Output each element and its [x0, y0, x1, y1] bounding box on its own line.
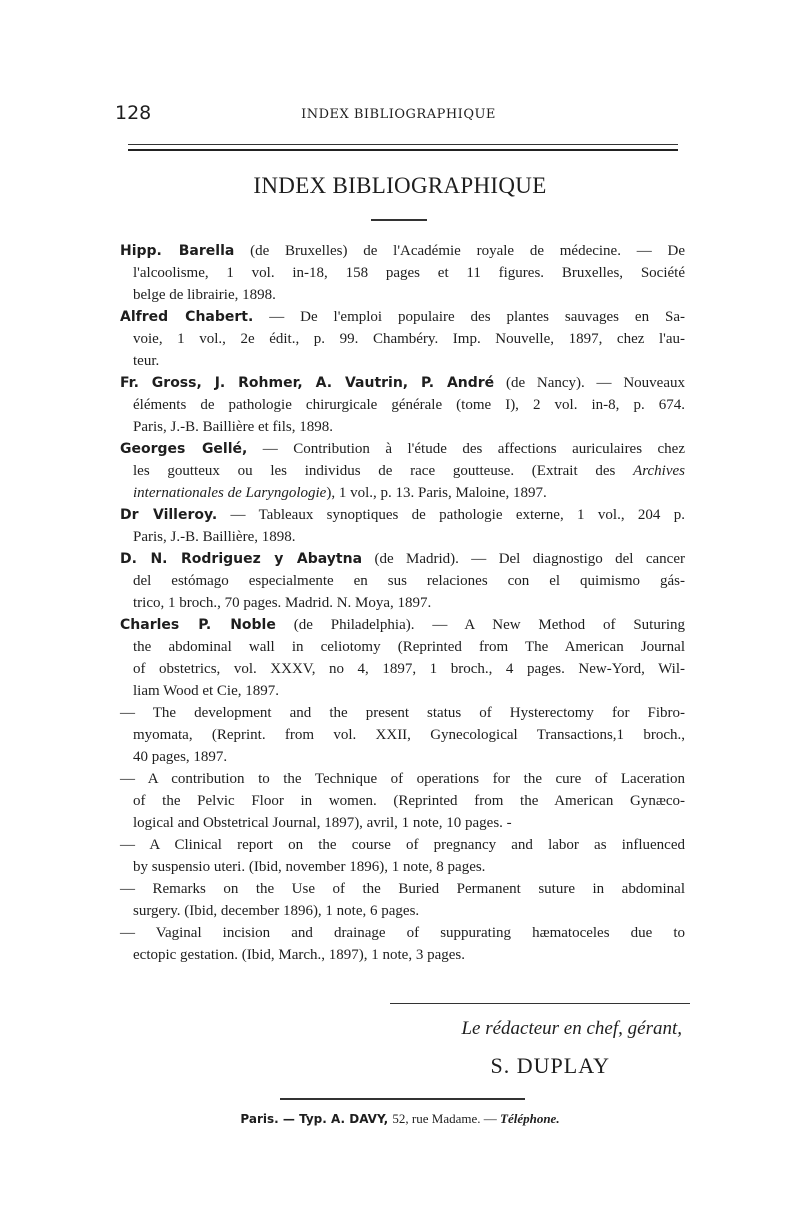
entry-author: D. N. Rodriguez y Abaytna: [120, 551, 363, 567]
bib-entry-barella: Hipp. Barella (de Bruxelles) de l'Académie royale de médecine. — De l'alcoolisme, 1 vol. in-18, 158 pages et 11 figures. Bruxelles, Société belge de librairie, 1898.: [120, 243, 685, 303]
bib-entry-chabert: Alfred Chabert. — De l'emploi populaire des plantes sauvages en Sa- voie, 1 vol., 2e édit., p. 99. Chambéry. Imp. Nouvelle, 1897, chez l'au- teur.: [120, 309, 686, 369]
bib-entry-noble-vaginal-incision: — Vaginal incision and drainage of suppurating hæmatoceles due to ectopic gestation. (Ibid, March., 1897), 1 note, 3 pages.: [120, 925, 685, 963]
header-rule-thin: [128, 144, 678, 145]
entry-author: Alfred Chabert.: [120, 309, 254, 325]
page-title: INDEX BIBLIOGRAPHIQUE: [253, 173, 547, 198]
entry-author: Dr Villeroy.: [120, 507, 218, 523]
running-title: INDEX BIBLIOGRAPHIQUE: [301, 107, 496, 122]
title-rule: [371, 219, 427, 221]
printer-imprint: Paris. — Typ. A. DAVY, 52, rue Madame. — Téléphone.: [240, 1111, 560, 1126]
bib-entry-villeroy: Dr Villeroy. — Tableaux synoptiques de pathologie externe, 1 vol., 204 p. Paris, J.-B. Baillière, 1898.: [120, 507, 685, 545]
entry-author: Charles P. Noble: [120, 617, 276, 633]
printer-rule: [280, 1098, 525, 1100]
bib-entry-noble: Charles P. Noble (de Philadelphia). — A New Method of Suturing the abdominal wall in celiotomy (Reprinted from The American Journal of obstetrics, vol. XXXV, no 4, 1897, 1 broch., 4 pages. New-Yord, Wil- liam Wood et Cie, 1897.: [120, 617, 685, 699]
signature-name: S. DUPLAY: [490, 1053, 610, 1078]
signature-line: Le rédacteur en chef, gérant,: [461, 1018, 682, 1039]
entry-author: Georges Gellé,: [120, 441, 248, 457]
bib-entry-gelle: Georges Gellé, — Contribution à l'étude des affections auriculaires chez les goutteux ou les individus de race goutteuse. (Extrait des Archives internationales de Laryngologie), 1 vol., p. 13. Paris, Maloine, 1897.: [120, 441, 685, 501]
entry-author: Fr. Gross, J. Rohmer, A. Vautrin, P. André: [120, 375, 495, 391]
page-number: 128: [115, 102, 152, 124]
bib-entry-noble-buried-suture: — Remarks on the Use of the Buried Permanent suture in abdominal surgery. (Ibid, december 1896), 1 note, 6 pages.: [120, 881, 685, 919]
bib-entry-noble-hysterectomy: — The development and the present status of Hysterectomy for Fibro- myomata, (Reprint. from vol. XXII, Gynecological Transactions,1 broch., 40 pages, 1897.: [120, 705, 685, 765]
bib-entry-rodriguez: D. N. Rodriguez y Abaytna (de Madrid). — Del diagnostigo del cancer del estómago especialmente en sus relaciones con el quimismo gás- trico, 1 broch., 70 pages. Madrid. N. Moya, 1897.: [120, 551, 685, 611]
bib-entry-noble-clinical: — A Clinical report on the course of pregnancy and labor as influenced by suspensio uteri. (Ibid, november 1896), 1 note, 8 pages.: [120, 837, 685, 875]
signature-rule: [390, 1003, 690, 1004]
entry-author: Hipp. Barella: [120, 243, 235, 259]
running-header: [115, 102, 682, 128]
header-rule-thick: [128, 149, 678, 151]
bib-entry-noble-laceration: — A contribution to the Technique of operations for the cure of Laceration of the Pelvic Floor in women. (Reprinted from the American Gynæco- logical and Obstetrical Journal, 1897), avril, 1 note, 10 pages. -: [120, 771, 685, 831]
bib-entry-gross: Fr. Gross, J. Rohmer, A. Vautrin, P. André (de Nancy). — Nouveaux éléments de pathologie chirurgicale générale (tome I), 2 vol. in-8, p. 674. Paris, J.-B. Baillière et fils, 1898.: [120, 375, 685, 435]
